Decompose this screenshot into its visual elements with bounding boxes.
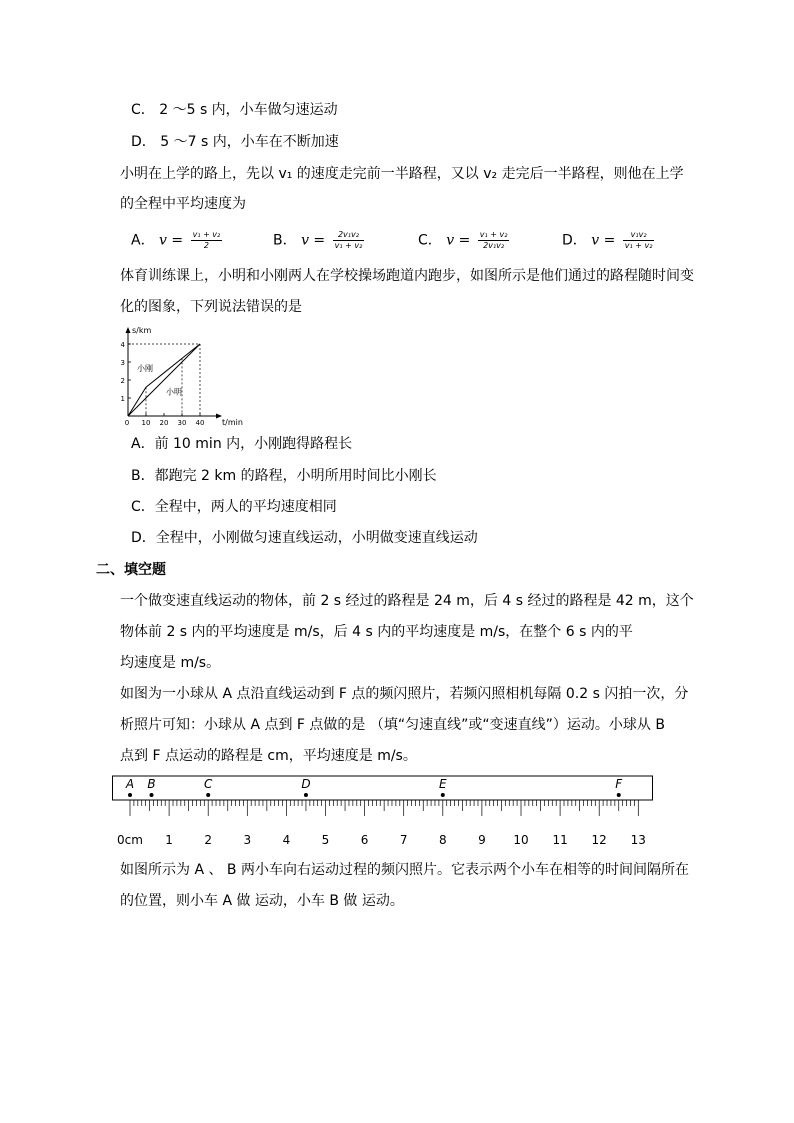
fraction: $\frac{\text{v₁v₂}}{\text{v₁ + v₂}}$: [624, 230, 653, 250]
ruler-number: 12: [591, 833, 607, 847]
fill2-line2: 析照片可知：小球从 A 点到 F 点做的是 （填“匀速直线”或“变速直线”）运动。小球从 B: [120, 717, 665, 733]
option-c-prev: C． 2 ～5 s 内，小车做匀速运动: [131, 102, 338, 118]
strobe-point: [150, 793, 154, 797]
question-running-stem-2: 化的图象，下列说法错误的是: [120, 299, 302, 315]
y-axis-arrow: [126, 327, 131, 333]
ruler-number: 1: [165, 833, 173, 847]
ruler-number: 11: [552, 833, 568, 847]
ruler-number: 0cm: [117, 833, 143, 847]
running-option-d: D．全程中，小刚做匀速直线运动，小明做变速直线运动: [131, 530, 478, 546]
fraction: $\frac{\text{v₁ + v₂}}{2}$: [192, 230, 221, 250]
ruler-number: 4: [282, 833, 291, 847]
question-avg-speed-stem-1: 小明在上学的路上，先以 v₁ 的速度走完前一半路程，又以 v₂ 走完后一半路程，则他在上学: [120, 166, 684, 182]
y-tick-label: 2: [120, 377, 125, 385]
fill1-line2: 物体前 2 s 内的平均速度是 m/s，后 4 s 内的平均速度是 m/s，在整个 6 s 内的平: [120, 624, 633, 640]
x-tick-label: 10: [141, 419, 151, 427]
ruler-number: 9: [478, 833, 486, 847]
strobe-point: [441, 793, 445, 797]
strobe-point-label: B: [147, 777, 156, 791]
section-heading-fill-in: 二、填空题: [96, 562, 166, 578]
strobe-point-label: E: [439, 777, 447, 791]
x-tick-label: 30: [177, 419, 187, 427]
question-avg-speed-stem-2: 的全程中平均速度为: [120, 196, 246, 212]
running-option-b: B．都跑完 2 km 的路程，小明所用时间比小刚长: [131, 468, 437, 484]
running-option-a: A．前 10 min 内，小刚跑得路程长: [131, 436, 353, 452]
series-line-xiaoming: [128, 344, 200, 416]
question-running-stem-1: 体育训练课上，小明和小刚两人在学校操场跑道内跑步，如图所示是他们通过的路程随时间变: [120, 268, 694, 284]
y-axis-label: s/km: [132, 326, 152, 335]
fill2-line1: 如图为一小球从 A 点沿直线运动到 F 点的频闪照片，若频闪照相机每隔 0.2 s 闪拍一次，分: [120, 686, 689, 702]
ruler-number: 7: [399, 833, 408, 847]
y-tick-label: 4: [120, 341, 125, 349]
strobe-point-label: F: [615, 777, 623, 791]
ruler-number: 5: [321, 833, 330, 847]
option-d-prev: D． 5 ～7 s 内，小车在不断加速: [131, 134, 339, 150]
option-d: D． v = $\frac{\text{v₁v₂}}{\text{v₁ + v₂}}$: [562, 230, 653, 250]
x-axis-label: t/min: [222, 418, 243, 427]
option-b: B． v = $\frac{\text{2v₁v₂}}{\text{v₁ + v₂}}$: [273, 230, 363, 250]
strobe-point: [617, 793, 621, 797]
fill3-line2: 的位置，则小车 A 做 运动，小车 B 做 运动。: [120, 893, 404, 909]
y-tick-label: 3: [120, 359, 125, 367]
strobe-point: [206, 793, 210, 797]
x-tick-label: 0: [124, 419, 130, 427]
ruler-number: 3: [243, 833, 252, 847]
strobe-point: [304, 793, 308, 797]
ruler-number: 8: [438, 833, 447, 847]
fill1-line1: 一个做变速直线运动的物体，前 2 s 经过的路程是 24 m，后 4 s 经过的路程是 42 m，这个: [120, 593, 694, 609]
fraction: $\frac{\text{2v₁v₂}}{\text{v₁ + v₂}}$: [334, 230, 363, 250]
series-label: 小刚: [137, 364, 153, 373]
y-tick-label: 1: [120, 395, 125, 403]
strobe-point-label: D: [301, 777, 311, 791]
ruler-number: 10: [513, 833, 529, 847]
x-tick-label: 40: [195, 419, 205, 427]
series-label: 小明: [166, 387, 182, 397]
ruler-number: 6: [360, 833, 369, 847]
distance-time-chart: [118, 324, 256, 428]
fill2-line3: 点到 F 点运动的路程是 cm，平均速度是 m/s。: [120, 748, 417, 764]
option-c: C． v = $\frac{\text{v₁ + v₂}}{\text{2v₁v₂}}$: [418, 230, 508, 250]
ruler-body: [113, 776, 653, 800]
fill3-line1: 如图所示为 A 、 B 两小车向右运动过程的频闪照片。它表示两个小车在相等的时间间隔所在: [120, 862, 689, 878]
strobe-point: [128, 793, 132, 797]
running-option-c: C．全程中，两人的平均速度相同: [131, 499, 337, 515]
strobe-point-label: A: [125, 777, 135, 791]
strobe-point-label: C: [204, 777, 213, 791]
fill1-line3: 均速度是 m/s。: [120, 655, 221, 671]
fraction: $\frac{\text{v₁ + v₂}}{\text{2v₁v₂}}$: [479, 230, 508, 250]
ruler-number: 13: [630, 833, 646, 847]
option-a: A． v = $\frac{\text{v₁ + v₂}}{2}$: [131, 230, 221, 250]
ruler-strobe-figure: [112, 774, 660, 848]
x-tick-label: 20: [159, 419, 169, 427]
ruler-number: 2: [204, 833, 213, 847]
